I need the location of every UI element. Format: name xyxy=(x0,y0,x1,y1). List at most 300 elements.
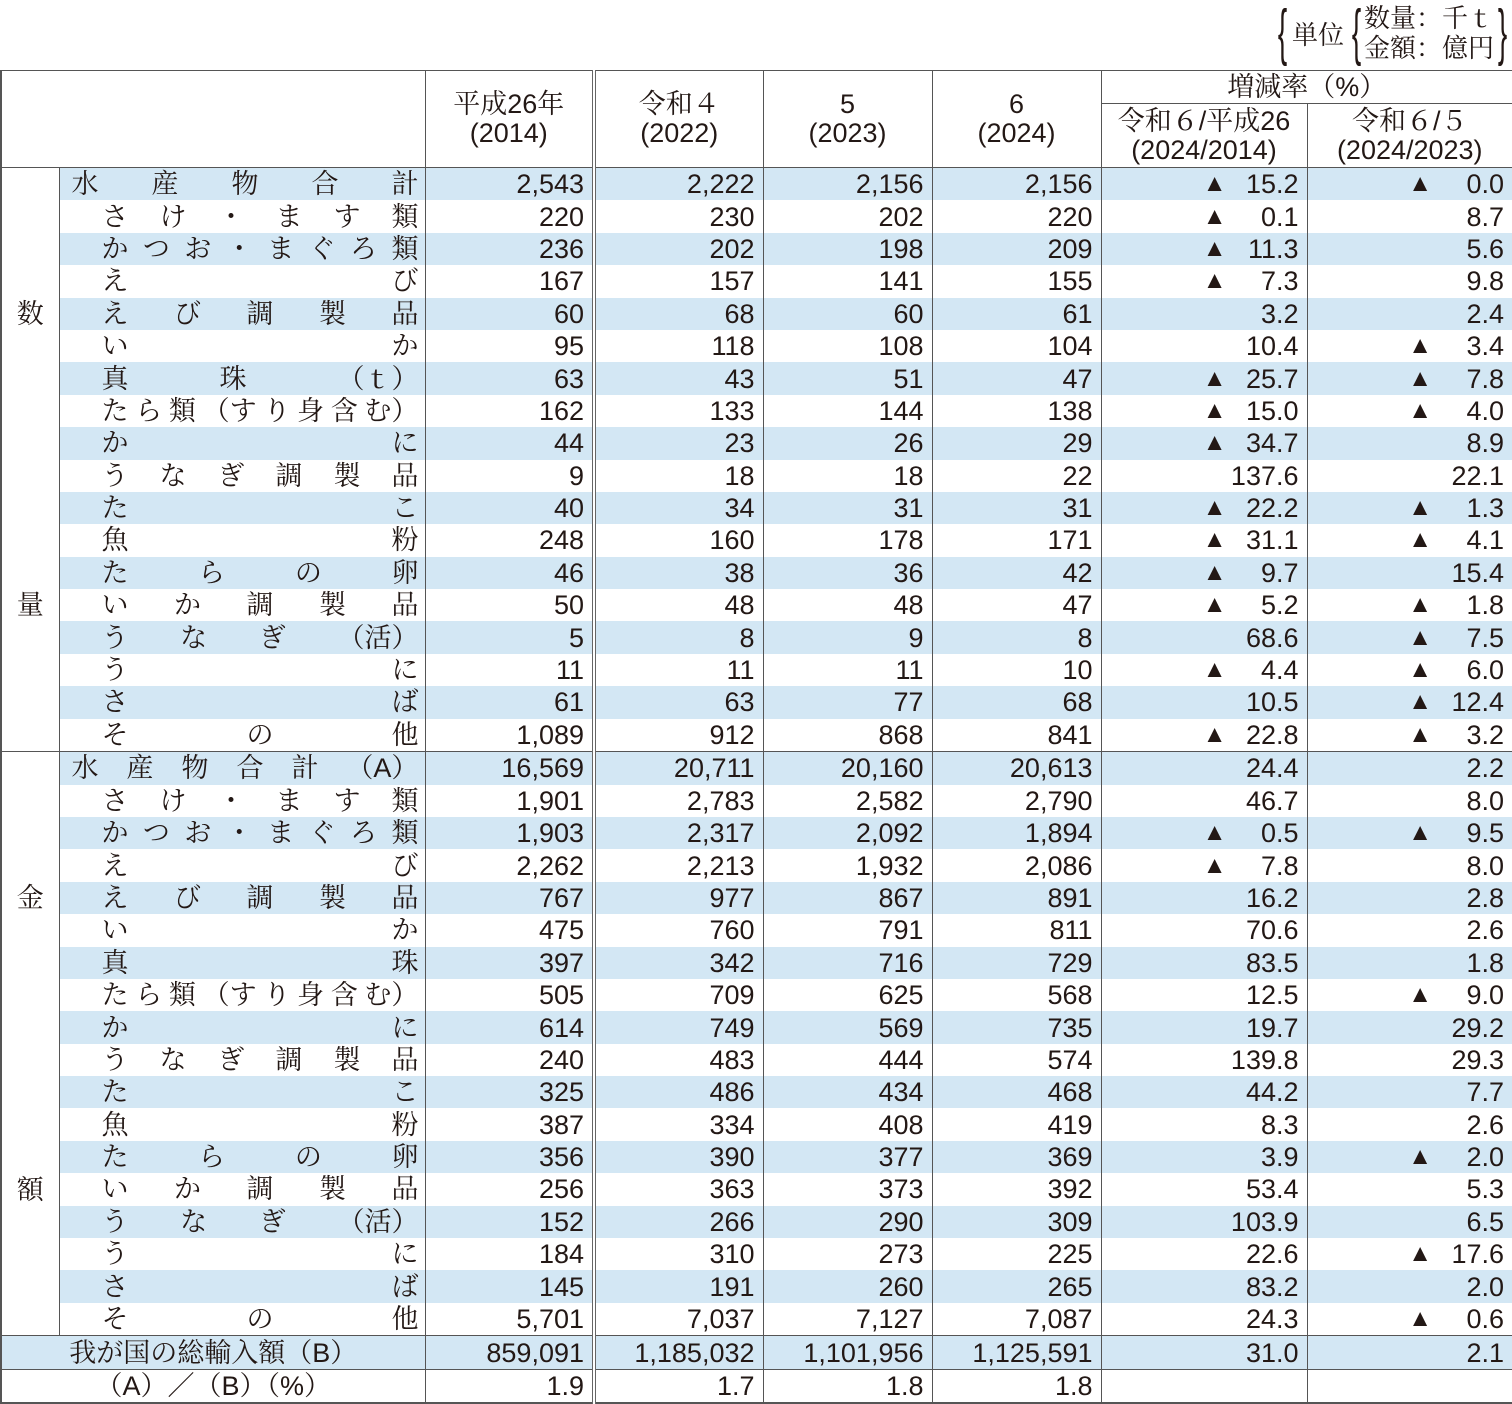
value-cell: 868 xyxy=(763,719,932,752)
decrease-triangle-icon: ▲ xyxy=(1408,688,1433,716)
item-char: つ xyxy=(142,818,170,849)
value-cell: 569 xyxy=(763,1011,932,1043)
rate-value: 7.8 xyxy=(1466,363,1505,394)
value-cell: 44 xyxy=(425,427,594,459)
rate-value: 24.4 xyxy=(1245,753,1299,784)
item-char: ・ xyxy=(225,233,253,264)
value-cell: 178 xyxy=(763,524,932,556)
item-label xyxy=(59,1108,425,1140)
value-cell: 419 xyxy=(932,1108,1101,1140)
rate-cell xyxy=(1101,168,1307,201)
value-cell: 138 xyxy=(932,395,1101,427)
item-char: け xyxy=(159,785,187,816)
value-cell: 342 xyxy=(594,947,763,979)
decrease-triangle-icon: ▲ xyxy=(1408,623,1433,651)
right-brace: } xyxy=(1497,0,1508,67)
item-label xyxy=(59,362,425,394)
value-cell: 145 xyxy=(425,1270,594,1302)
rate-value: 19.7 xyxy=(1245,1012,1299,1043)
value-cell: 22 xyxy=(932,460,1101,492)
value-cell: 141 xyxy=(763,265,932,297)
value-cell: 1,901 xyxy=(425,785,594,817)
unit-note xyxy=(1274,0,1508,67)
rate-value: 8.0 xyxy=(1466,785,1505,816)
item-char: ・ xyxy=(217,785,245,816)
rate-value: 0.5 xyxy=(1260,818,1299,849)
item-char: 他 xyxy=(391,1304,419,1335)
table-row xyxy=(1,1206,1512,1238)
item-char: 珠 xyxy=(219,363,247,394)
item-char: 含 xyxy=(330,980,358,1011)
item-char: 水 xyxy=(71,169,99,200)
rate-value: 83.5 xyxy=(1245,947,1299,978)
rate-cell xyxy=(1101,654,1307,686)
value-cell: 841 xyxy=(932,719,1101,752)
item-char: 品 xyxy=(391,1174,419,1205)
value-cell: 977 xyxy=(594,882,763,914)
item-char: ら xyxy=(135,395,163,426)
rate-cell xyxy=(1307,1076,1512,1108)
rate-cell xyxy=(1101,686,1307,718)
value-cell: 1.9 xyxy=(425,1369,594,1403)
value-cell: 2,092 xyxy=(763,817,932,849)
section-label-bottom: 額 xyxy=(16,1174,44,1205)
item-label xyxy=(59,557,425,589)
item-label xyxy=(59,1270,425,1302)
item-label xyxy=(59,1011,425,1043)
item-char: か xyxy=(101,818,129,849)
rate-value: 15.0 xyxy=(1245,395,1299,426)
table-row xyxy=(1,621,1512,653)
value-cell: 8 xyxy=(594,621,763,653)
rate-cell xyxy=(1307,557,1512,589)
item-char: り xyxy=(263,980,291,1011)
rate-cell xyxy=(1307,233,1512,265)
value-cell: 77 xyxy=(763,686,932,718)
item-char: 類 xyxy=(391,201,419,232)
decrease-triangle-icon: ▲ xyxy=(1202,591,1227,619)
item-char: 水 xyxy=(71,753,99,784)
table-row xyxy=(1,719,1512,752)
item-char: （A） xyxy=(346,753,419,784)
value-cell: 225 xyxy=(932,1238,1101,1270)
value-cell: 486 xyxy=(594,1076,763,1108)
item-char: 真 xyxy=(101,947,129,978)
rate-value: 15.4 xyxy=(1451,557,1505,588)
rate-value: 7.5 xyxy=(1466,622,1505,653)
value-cell: 29 xyxy=(932,427,1101,459)
value-cell: 325 xyxy=(425,1076,594,1108)
item-char: 計 xyxy=(391,169,419,200)
value-cell: 811 xyxy=(932,914,1101,946)
value-cell: 735 xyxy=(932,1011,1101,1043)
rate-cell xyxy=(1101,200,1307,232)
value-cell: 1.8 xyxy=(932,1369,1101,1403)
rate-cell xyxy=(1307,168,1512,201)
rate-value: 9.5 xyxy=(1466,818,1505,849)
rate-value: 1.8 xyxy=(1466,947,1505,978)
value-cell: 118 xyxy=(594,330,763,362)
value-cell: 7,087 xyxy=(932,1303,1101,1336)
value-cell: 60 xyxy=(425,298,594,330)
item-label xyxy=(59,654,425,686)
value-cell: 240 xyxy=(425,1044,594,1076)
rate-value: 34.7 xyxy=(1245,428,1299,459)
section-label-top: 数 xyxy=(16,298,44,329)
table-row xyxy=(1,1270,1512,1302)
value-cell: 265 xyxy=(932,1270,1101,1302)
rate-cell xyxy=(1101,1108,1307,1140)
rate-cell xyxy=(1307,719,1512,752)
table-row xyxy=(1,1011,1512,1043)
item-char: う xyxy=(101,1239,129,1270)
value-cell: 1,125,591 xyxy=(932,1336,1101,1369)
rate-cell xyxy=(1101,298,1307,330)
rate-cell xyxy=(1101,621,1307,653)
item-char: ろ xyxy=(350,233,378,264)
rate-cell xyxy=(1307,817,1512,849)
rate-value: 8.9 xyxy=(1466,428,1505,459)
value-cell: 2,222 xyxy=(594,168,763,201)
item-label xyxy=(59,589,425,621)
value-cell: 760 xyxy=(594,914,763,946)
total-imports-label: 我が国の総輸入額（B） xyxy=(1,1336,425,1369)
rate-cell xyxy=(1101,719,1307,752)
item-char: 類 xyxy=(391,785,419,816)
rate-cell xyxy=(1307,849,1512,881)
item-label xyxy=(59,524,425,556)
decrease-triangle-icon: ▲ xyxy=(1408,396,1433,424)
item-char: ・ xyxy=(225,818,253,849)
rate-header-line1: 令和６/５ xyxy=(1352,105,1468,136)
value-cell: 8 xyxy=(932,621,1101,653)
item-label xyxy=(59,265,425,297)
rate-cell xyxy=(1101,265,1307,297)
item-char: 調 xyxy=(275,460,303,491)
rate-value: 8.3 xyxy=(1260,1109,1299,1140)
rate-value: 10.4 xyxy=(1245,331,1299,362)
rate-header-line2: (2024/2014) xyxy=(1131,134,1277,165)
decrease-triangle-icon: ▲ xyxy=(1408,332,1433,360)
value-cell: 50 xyxy=(425,589,594,621)
rate-cell xyxy=(1307,621,1512,653)
rate-cell xyxy=(1101,1044,1307,1076)
table-row xyxy=(1,589,1512,621)
rate-cell xyxy=(1101,1141,1307,1173)
item-char: な xyxy=(159,460,187,491)
table-row xyxy=(1,785,1512,817)
decrease-triangle-icon: ▲ xyxy=(1202,819,1227,847)
rate-value: 7.3 xyxy=(1260,266,1299,297)
item-char: に xyxy=(391,1012,419,1043)
value-cell: 16,569 xyxy=(425,752,594,785)
value-cell: 2,317 xyxy=(594,817,763,849)
rate-cell xyxy=(1307,1206,1512,1238)
col-header-line1: 平成26年 xyxy=(453,89,565,119)
total-imports-row xyxy=(1,1336,1512,1369)
value-cell: 133 xyxy=(594,395,763,427)
item-char: の xyxy=(246,719,274,750)
rate-value: 6.5 xyxy=(1466,1206,1505,1237)
item-char: ら xyxy=(135,980,163,1011)
item-char: 物 xyxy=(181,753,209,784)
decrease-triangle-icon: ▲ xyxy=(1202,851,1227,879)
rate-cell xyxy=(1307,1238,1512,1270)
item-char: た xyxy=(101,395,129,426)
value-cell: 260 xyxy=(763,1270,932,1302)
section-label-bottom: 量 xyxy=(16,590,44,621)
rate-cell xyxy=(1101,427,1307,459)
rate-value: 22.6 xyxy=(1245,1239,1299,1270)
table-row xyxy=(1,200,1512,232)
value-cell: 220 xyxy=(932,200,1101,232)
decrease-triangle-icon: ▲ xyxy=(1202,267,1227,295)
decrease-triangle-icon: ▲ xyxy=(1202,202,1227,230)
item-char: う xyxy=(101,1044,129,1075)
table-row xyxy=(1,849,1512,881)
rate-value: 29.3 xyxy=(1451,1044,1505,1075)
value-cell: 377 xyxy=(763,1141,932,1173)
value-cell: 2,262 xyxy=(425,849,594,881)
table-row xyxy=(1,654,1512,686)
value-cell: 390 xyxy=(594,1141,763,1173)
decrease-triangle-icon: ▲ xyxy=(1202,396,1227,424)
value-cell: 20,613 xyxy=(932,752,1101,785)
item-char: 魚 xyxy=(101,1109,129,1140)
item-char: ぎ xyxy=(217,460,245,491)
rate-cell xyxy=(1101,1270,1307,1302)
item-char: お xyxy=(184,233,212,264)
rate-cell xyxy=(1101,1011,1307,1043)
item-char: か xyxy=(174,1174,201,1205)
ratio-label: （A）／（B）（%） xyxy=(1,1369,425,1403)
rate-value: 6.0 xyxy=(1466,655,1505,686)
item-char: び xyxy=(391,266,419,297)
item-char: 製 xyxy=(319,590,346,621)
value-cell: 791 xyxy=(763,914,932,946)
table-row xyxy=(1,427,1512,459)
rate-value: 2.0 xyxy=(1466,1271,1505,1302)
section-label-top: 金 xyxy=(16,882,44,913)
item-char: に xyxy=(391,655,419,686)
rate-cell xyxy=(1101,1369,1307,1403)
rate-value: 15.2 xyxy=(1245,169,1299,200)
decrease-triangle-icon: ▲ xyxy=(1408,981,1433,1009)
decrease-triangle-icon: ▲ xyxy=(1408,364,1433,392)
rate-value: 2.8 xyxy=(1466,882,1505,913)
value-cell: 20,711 xyxy=(594,752,763,785)
value-cell: 61 xyxy=(425,686,594,718)
item-char: い xyxy=(101,331,129,362)
value-cell: 2,086 xyxy=(932,849,1101,881)
item-char: え xyxy=(101,298,129,329)
item-label xyxy=(59,298,425,330)
item-char: び xyxy=(174,882,201,913)
value-cell: 46 xyxy=(425,557,594,589)
value-cell: 309 xyxy=(932,1206,1101,1238)
rate-value: 7.8 xyxy=(1260,850,1299,881)
rate-cell xyxy=(1307,1044,1512,1076)
value-cell: 1.7 xyxy=(594,1369,763,1403)
value-cell: 2,156 xyxy=(932,168,1101,201)
item-char: 調 xyxy=(246,298,274,329)
rate-value: 9.8 xyxy=(1466,266,1505,297)
item-char: び xyxy=(391,850,419,881)
item-label xyxy=(59,621,425,653)
col-header-line2: (2022) xyxy=(640,118,719,148)
rate-cell xyxy=(1307,1303,1512,1336)
rate-cell xyxy=(1307,265,1512,297)
item-char: （活） xyxy=(337,1206,419,1237)
item-char: り xyxy=(263,395,291,426)
rate-cell xyxy=(1101,1206,1307,1238)
item-char: ぎ xyxy=(258,1206,286,1237)
rate-value: 0.1 xyxy=(1260,201,1299,232)
rate-value: 2.6 xyxy=(1466,1109,1505,1140)
value-cell: 334 xyxy=(594,1108,763,1140)
col-header-line1: 6 xyxy=(1008,89,1025,119)
rate-cell xyxy=(1101,362,1307,394)
value-cell: 48 xyxy=(763,589,932,621)
rate-cell xyxy=(1101,979,1307,1011)
item-label xyxy=(59,979,425,1011)
item-char: た xyxy=(101,493,129,524)
item-char: 産 xyxy=(151,169,179,200)
rate-cell xyxy=(1101,524,1307,556)
rate-value: 68.6 xyxy=(1245,622,1299,653)
rate-value: 0.6 xyxy=(1466,1304,1505,1335)
item-char: た xyxy=(101,1077,129,1108)
item-char: け xyxy=(159,201,187,232)
item-char: い xyxy=(101,590,129,621)
quantity-section xyxy=(1,168,1512,752)
value-cell: 2,582 xyxy=(763,785,932,817)
item-char: す xyxy=(333,785,361,816)
table-row xyxy=(1,233,1512,265)
rate-value: 2.6 xyxy=(1466,915,1505,946)
value-cell: 387 xyxy=(425,1108,594,1140)
item-char: 合 xyxy=(311,169,339,200)
corner-cell xyxy=(1,71,425,168)
rate-value: 5.3 xyxy=(1466,1174,1505,1205)
rate-cell xyxy=(1307,1011,1512,1043)
value-cell: 867 xyxy=(763,882,932,914)
rate-cell xyxy=(1307,524,1512,556)
value-cell: 42 xyxy=(932,557,1101,589)
value-cell: 155 xyxy=(932,265,1101,297)
item-label xyxy=(59,1206,425,1238)
rate-cell xyxy=(1101,1076,1307,1108)
rate-cell xyxy=(1101,785,1307,817)
value-cell: 5,701 xyxy=(425,1303,594,1336)
value-cell: 61 xyxy=(932,298,1101,330)
section-label xyxy=(1,752,59,1336)
rate-value: 16.2 xyxy=(1245,882,1299,913)
item-char: た xyxy=(101,980,129,1011)
rate-cell xyxy=(1101,849,1307,881)
item-char: の xyxy=(294,1142,322,1173)
rate-cell xyxy=(1307,1173,1512,1205)
rate-cell xyxy=(1307,752,1512,785)
value-cell: 1,894 xyxy=(932,817,1101,849)
item-label xyxy=(59,719,425,752)
item-char: 調 xyxy=(246,1174,274,1205)
col-header-2023 xyxy=(763,71,932,168)
decrease-triangle-icon: ▲ xyxy=(1202,526,1227,554)
table-row xyxy=(1,557,1512,589)
item-char: ぐ xyxy=(308,233,336,264)
decrease-triangle-icon: ▲ xyxy=(1408,656,1433,684)
rate-value: 1.3 xyxy=(1466,493,1505,524)
item-char: 卵 xyxy=(391,557,419,588)
item-label xyxy=(59,752,425,785)
rate-cell xyxy=(1307,298,1512,330)
decrease-triangle-icon: ▲ xyxy=(1408,170,1433,198)
decrease-triangle-icon: ▲ xyxy=(1202,656,1227,684)
value-cell: 7,037 xyxy=(594,1303,763,1336)
value-cell: 767 xyxy=(425,882,594,914)
value-cell: 891 xyxy=(932,882,1101,914)
value-cell: 48 xyxy=(594,589,763,621)
col-header-2014 xyxy=(425,71,594,168)
decrease-triangle-icon: ▲ xyxy=(1408,1143,1433,1171)
item-char: ま xyxy=(275,201,303,232)
value-cell: 68 xyxy=(594,298,763,330)
value-cell: 31 xyxy=(932,492,1101,524)
rate-cell xyxy=(1101,752,1307,785)
item-label xyxy=(59,233,425,265)
item-char: か xyxy=(101,233,129,264)
value-cell: 859,091 xyxy=(425,1336,594,1369)
rate-value: 0.0 xyxy=(1466,169,1505,200)
value-cell: 108 xyxy=(763,330,932,362)
table-row xyxy=(1,882,1512,914)
item-char: お xyxy=(184,818,212,849)
item-label xyxy=(59,849,425,881)
decrease-triangle-icon: ▲ xyxy=(1408,720,1433,748)
table-row xyxy=(1,1076,1512,1108)
item-label xyxy=(59,1044,425,1076)
value-cell: 95 xyxy=(425,330,594,362)
value-cell: 373 xyxy=(763,1173,932,1205)
item-label xyxy=(59,882,425,914)
item-char: 品 xyxy=(391,298,419,329)
item-label xyxy=(59,1141,425,1173)
item-char: ぎ xyxy=(258,622,286,653)
rate-cell xyxy=(1101,1238,1307,1270)
rate-cell xyxy=(1307,914,1512,946)
item-char: そ xyxy=(101,719,129,750)
value-cell: 475 xyxy=(425,914,594,946)
value-cell: 248 xyxy=(425,524,594,556)
item-char: ば xyxy=(391,1271,419,1302)
value-cell: 266 xyxy=(594,1206,763,1238)
decrease-triangle-icon: ▲ xyxy=(1408,591,1433,619)
item-char: ら xyxy=(198,557,226,588)
rate-value: 53.4 xyxy=(1245,1174,1299,1205)
item-char: ぎ xyxy=(217,1044,245,1075)
rate-cell xyxy=(1101,557,1307,589)
rate-value: 9.7 xyxy=(1260,557,1299,588)
item-label xyxy=(59,330,425,362)
rate-value: 44.2 xyxy=(1245,1077,1299,1108)
item-char: （ｔ） xyxy=(337,363,419,394)
rate-value: 1.8 xyxy=(1466,590,1505,621)
rate-value: 8.7 xyxy=(1466,201,1505,232)
rate-value: 8.0 xyxy=(1466,850,1505,881)
item-char: 産 xyxy=(126,753,154,784)
col-header-line2: (2023) xyxy=(808,118,887,148)
